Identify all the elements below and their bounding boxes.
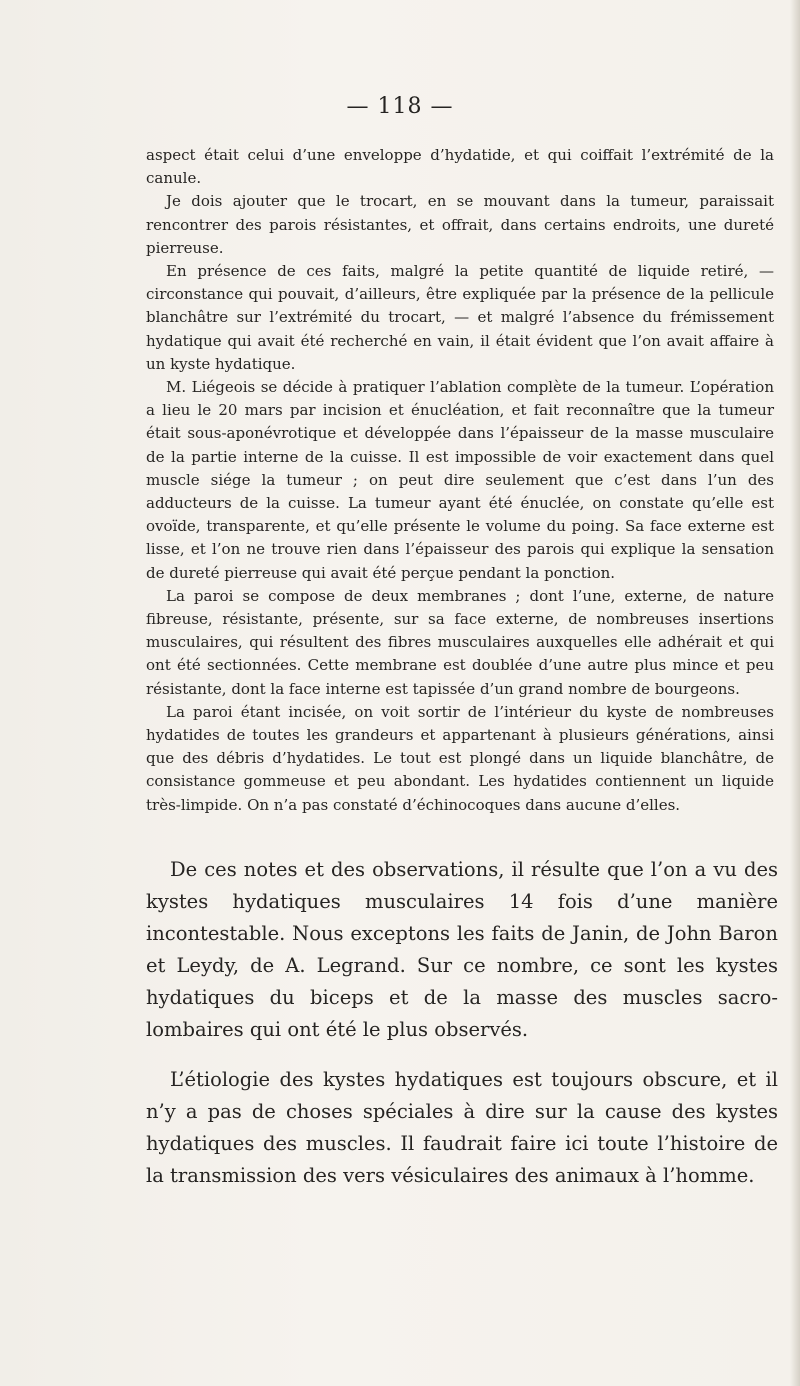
paragraph: M. Liégeois se décide à pratiquer l’ablation complète de la tumeur. L’opération a lieu le 20 mars par incision et énucléation, et fait reconnaître que la tumeur était sous-aponévrotique et développée dans l’épaisseur de la masse musculaire de la partie interne de la cuisse. Il est impossible de voir exactement dans quel muscle siége la tumeur ; on peut dire seulement que c’est dans l’un des adducteurs de la cuisse. La tumeur ayant été énuclée, on constate qu’elle est ovoïde, transparente, et qu’elle présente le volume du poing. Sa face externe est lisse, et l’on ne trouve rien dans l’épaisseur des parois qui explique la sensation de dureté pierreuse qui avait été perçue pendant la ponction.	[146, 378, 774, 582]
paragraph: L’étiologie des kystes hydatiques est toujours obscure, et il n’y a pas de choses spéciales à dire sur la cause des kystes hydatiques des muscles. Il faudrait faire ici toute l’histoire de la transmission des vers vésiculaires des animaux à l’homme.	[146, 1068, 778, 1187]
paragraph: En présence de ces faits, malgré la petite quantité de liquide retiré, — circonstance qui pouvait, d’ailleurs, être expliquée par la présence de la pellicule blanchâtre sur l’extrémité du trocart, — et malgré l’absence du frémissement hydatique qui avait été recherché en vain, il était évident que l’on avait affaire à un kyste hydatique.	[146, 262, 774, 373]
paragraph: Je dois ajouter que le trocart, en se mouvant dans la tumeur, paraissait rencontrer des parois résistantes, et offrait, dans certains endroits, une dureté pierreuse.	[146, 192, 774, 257]
page-edge-shadow	[790, 0, 800, 1386]
paragraph: aspect était celui d’une enveloppe d’hydatide, et qui coiffait l’extrémité de la canule.	[146, 146, 774, 188]
main-text	[146, 854, 778, 1210]
paragraph: La paroi étant incisée, on voit sortir de l’intérieur du kyste de nombreuses hydatides de toutes les grandeurs et appartenant à plusieurs générations, ainsi que des débris d’hydatides. Le tout est plongé dans un liquide blanchâtre, de consistance gommeuse et peu abondant. Les hydatides contiennent un liquide très-limpide. On n’a pas constaté d’échinocoques dans aucune d’elles.	[146, 702, 774, 814]
case-report-text	[146, 144, 774, 817]
paragraph: De ces notes et des observations, il résulte que l’on a vu des kystes hydatiques musculaires 14 fois d’une manière incontestable. Nous exceptons les faits de Janin, de John Baron et Leydy, de A. Legrand. Sur ce nombre, ce sont les kystes hydatiques du biceps et de la masse des muscles sacro-lombaires qui ont été le plus observés.	[146, 858, 778, 1041]
paragraph: La paroi se compose de deux membranes ; dont l’une, externe, de nature fibreuse, résistante, présente, sur sa face externe, de nombreuses insertions musculaires, qui résultent des fibres musculaires auxquelles elle adhérait et qui ont été sectionnées. Cette membrane est doublée d’une autre plus mince et peu résistante, dont la face interne est tapissée d’un grand nombre de bourgeons.	[146, 586, 774, 698]
page-number: — 118 —	[346, 94, 454, 119]
